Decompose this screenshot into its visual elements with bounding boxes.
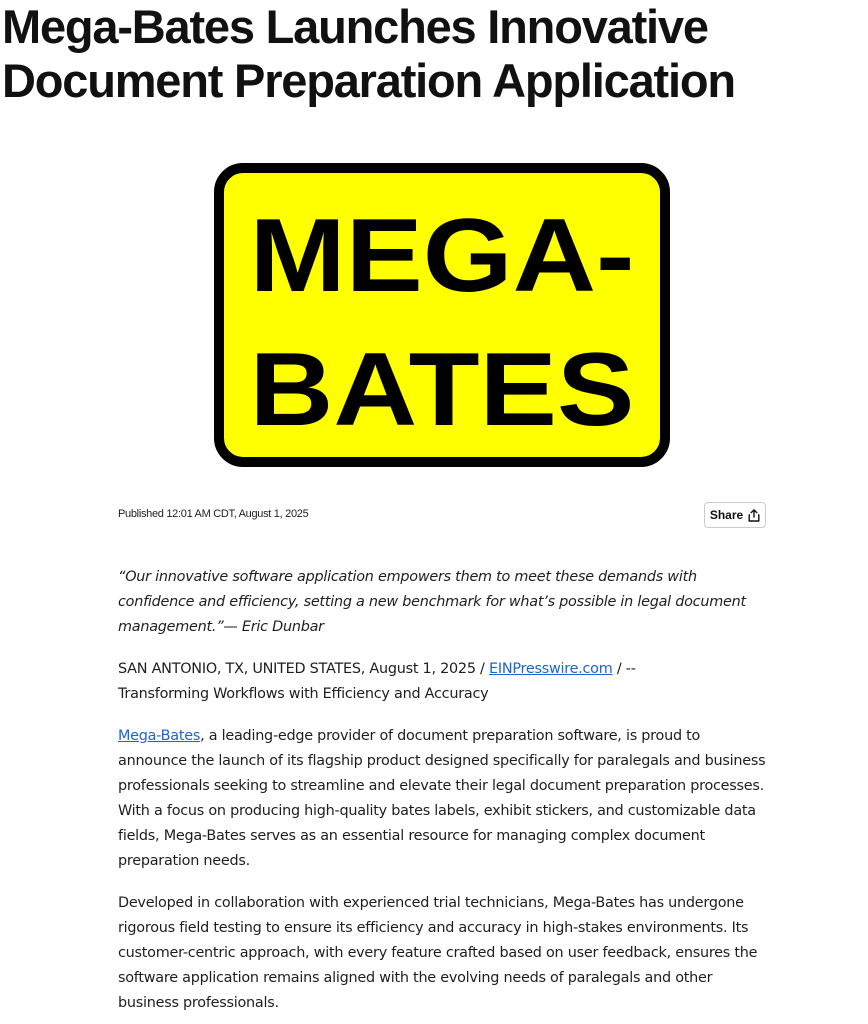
dateline [118,657,768,707]
mega-bates-logo [214,163,670,467]
article-subheading: Transforming Workflows with Efficiency and Accuracy [118,686,489,702]
paragraph-2: Developed in collaboration with experienced trial technicians, Mega-Bates has undergone rigorous field testing to ensure its efficiency and accuracy in high-stakes environments. Its customer-centric approach, with every feature crafted based on user feedback, ensures the software application remains aligned with the evolving needs of paralegals and other business professionals. [118,895,758,1011]
dateline-prefix: SAN ANTONIO, TX, UNITED STATES, August 1, 2025 / [118,661,489,677]
dateline-suffix: / -- [612,661,636,677]
paragraph-1-text: , a leading-edge provider of document preparation software, is proud to announce the launch of its flagship product designed specifically for paralegals and business professionals seeking to streamline and elevate their legal document preparation processes. With a focus on producing high-quality bates labels, exhibit stickers, and customizable data fields, Mega-Bates serves as an essential resource for managing complex document preparation needs. [118,728,766,869]
paragraph-1 [118,724,768,874]
publish-timestamp: Published 12:01 AM CDT, August 1, 2025 [118,508,309,520]
mega-bates-link[interactable]: Mega-Bates [118,728,201,744]
logo-text-line1: MEGA- [249,198,635,314]
article-headline: Mega-Bates Launches Innovative Document Preparation Application [2,0,735,107]
share-button[interactable] [704,502,766,528]
share-icon [748,509,760,522]
pull-quote: “Our innovative software application empowers them to meet these demands with confidence and efficiency, setting a new benchmark for what’s possible in legal document management.”— Eric Dunbar [118,569,746,635]
share-button-label: Share [709,508,744,522]
einpresswire-link[interactable]: EINPresswire.com [488,661,613,677]
logo-text-line2: BATES [249,332,635,448]
article-body [118,565,768,1016]
